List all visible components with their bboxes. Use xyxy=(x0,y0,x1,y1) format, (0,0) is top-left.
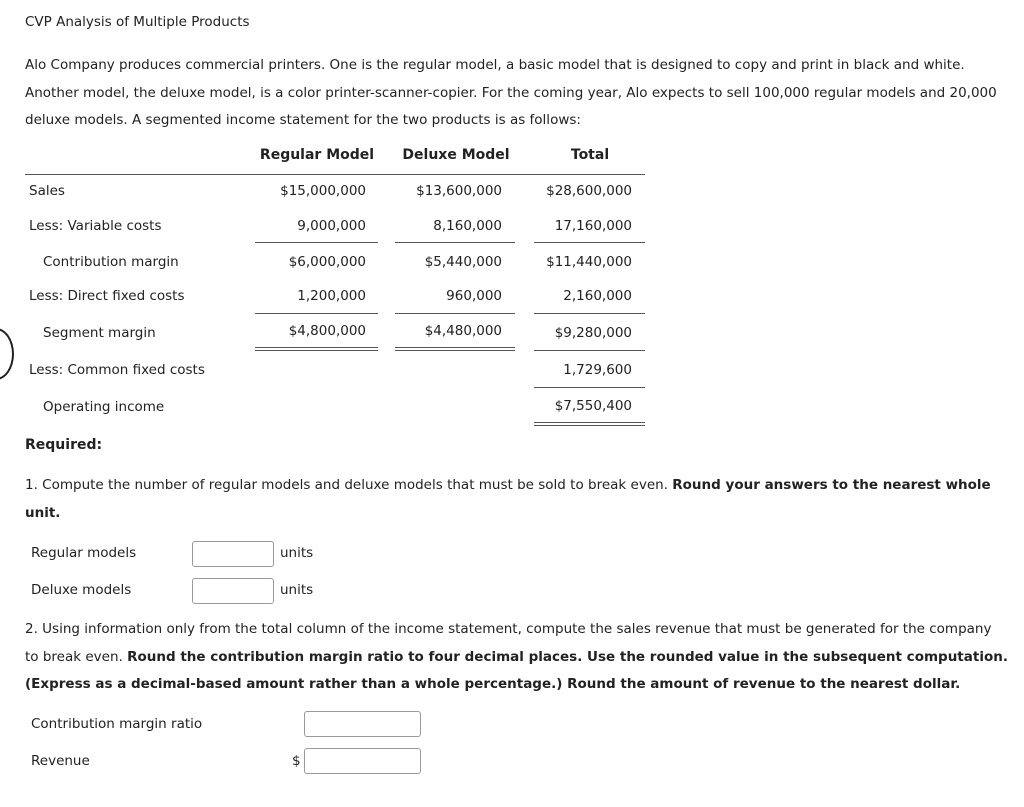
q1-instruction-cont: unit. xyxy=(25,504,61,521)
direct-fixed-regular: 1,200,000 xyxy=(297,288,366,304)
row-label-segment-margin: Segment margin xyxy=(43,325,156,341)
row-label-contribution-margin: Contribution margin xyxy=(43,254,179,270)
subtotal-rule-regular xyxy=(255,242,378,243)
subtotal-rule-total xyxy=(534,242,645,243)
sales-deluxe: $13,600,000 xyxy=(416,183,502,199)
margin-marker-circle xyxy=(0,328,14,380)
segment-margin-regular: $4,800,000 xyxy=(288,323,366,339)
deluxe-models-label: Deluxe models xyxy=(31,582,132,598)
subtotal-rule-deluxe xyxy=(395,242,515,243)
operating-income-total: $7,550,400 xyxy=(554,398,632,414)
sales-regular: $15,000,000 xyxy=(280,183,366,199)
variable-costs-total: 17,160,000 xyxy=(554,218,632,234)
cm-ratio-label: Contribution margin ratio xyxy=(31,716,203,732)
q2-instruction: Round the contribution margin ratio to four decimal places. Use the rounded value in the subsequent computation. xyxy=(127,648,1008,665)
contribution-margin-total: $11,440,000 xyxy=(546,254,632,270)
contribution-margin-regular: $6,000,000 xyxy=(288,254,366,270)
page-title: CVP Analysis of Multiple Products xyxy=(25,14,250,30)
intro-line-2: Another model, the deluxe model, is a color printer-scanner-copier. For the coming year, Alo expects to sell 100,000 regular models and 20,000 xyxy=(25,84,997,101)
q1-text: 1. Compute the number of regular models and deluxe models that must be sold to break even. xyxy=(25,477,673,493)
q2-line-1: 2. Using information only from the total column of the income statement, compute the sales revenue that must be generated for the company xyxy=(25,621,992,637)
segment-total-rule xyxy=(534,350,645,351)
variable-costs-deluxe: 8,160,000 xyxy=(433,218,502,234)
q1-instruction: Round your answers to the nearest whole xyxy=(672,477,991,493)
question-1 xyxy=(25,472,1024,527)
segment-margin-deluxe: $4,480,000 xyxy=(424,323,502,339)
direct-fixed-total: 2,160,000 xyxy=(563,288,632,304)
row-label-sales: Sales xyxy=(29,183,65,199)
segment-margin-total: $9,280,000 xyxy=(554,325,632,341)
direct-fixed-deluxe: 960,000 xyxy=(446,288,502,304)
regular-models-input[interactable] xyxy=(192,541,274,567)
contribution-margin-deluxe: $5,440,000 xyxy=(424,254,502,270)
header-total: Total xyxy=(570,147,610,163)
revenue-label: Revenue xyxy=(31,753,90,769)
deluxe-units-label: units xyxy=(280,582,314,598)
regular-models-label: Regular models xyxy=(31,545,137,561)
common-fixed-total: 1,729,600 xyxy=(563,362,632,378)
header-deluxe-model: Deluxe Model xyxy=(402,147,510,163)
row-label-common-fixed-costs: Less: Common fixed costs xyxy=(29,362,205,378)
double-rule-total xyxy=(534,422,645,426)
variable-costs-regular: 9,000,000 xyxy=(297,218,366,234)
required-heading: Required: xyxy=(25,437,103,453)
segment-rule-deluxe xyxy=(395,313,515,314)
double-rule-regular xyxy=(255,347,378,351)
row-label-variable-costs: Less: Variable costs xyxy=(29,218,162,234)
row-label-operating-income: Operating income xyxy=(43,399,165,415)
intro-paragraph xyxy=(25,52,1024,135)
question-2 xyxy=(25,616,1024,699)
header-regular-model: Regular Model xyxy=(259,147,375,163)
revenue-input[interactable] xyxy=(304,748,421,774)
sales-total: $28,600,000 xyxy=(546,183,632,199)
deluxe-models-input[interactable] xyxy=(192,578,274,604)
segment-rule-regular xyxy=(255,313,378,314)
currency-symbol: $ xyxy=(292,753,301,769)
intro-line-3: deluxe models. A segmented income statement for the two products is as follows: xyxy=(25,112,581,128)
operating-rule-total xyxy=(534,387,645,388)
header-rule xyxy=(25,174,645,175)
regular-units-label: units xyxy=(280,545,314,561)
double-rule-deluxe xyxy=(395,347,515,351)
q2-line-2: to break even. xyxy=(25,648,128,665)
cm-ratio-input[interactable] xyxy=(304,711,421,737)
segment-rule-total xyxy=(534,313,645,314)
q2-instruction-cont: (Express as a decimal-based amount rather than a whole percentage.) Round the amount of revenue to the nearest dollar. xyxy=(25,676,961,692)
intro-line-1: Alo Company produces commercial printers. One is the regular model, a basic model that is designed to copy and print in black and white. xyxy=(25,57,965,73)
row-label-direct-fixed-costs: Less: Direct fixed costs xyxy=(29,288,185,304)
